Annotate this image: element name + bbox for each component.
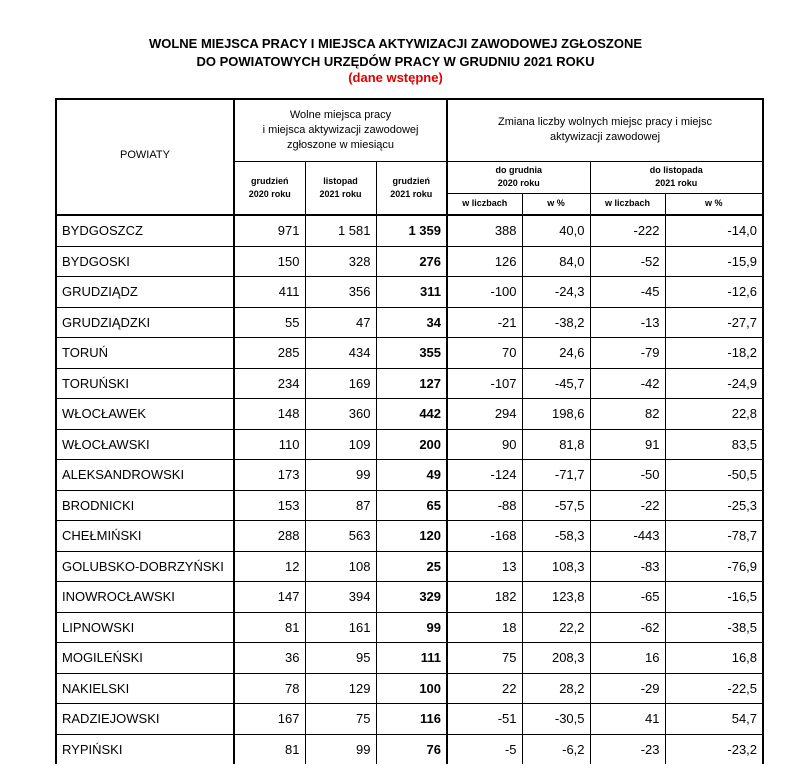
cell-change-dec-abs: -168 [447,521,522,552]
header-nov-2021-line2: 2021 roku [319,188,362,199]
cell-powiat: INOWROCŁAWSKI [56,582,234,613]
header-group-offers-line3: zgłoszone w miesiącu [287,138,394,151]
cell-change-nov-pct: 16,8 [665,643,763,674]
cell-change-nov-pct: -76,9 [665,551,763,582]
vacancies-table [55,98,764,764]
cell-dec-2021: 200 [376,429,447,460]
header-change-dec-pct-label: w % [547,198,565,209]
header-dec-2020-line1: grudzień [251,175,289,186]
cell-change-dec-abs: -124 [447,460,522,491]
cell-change-nov-abs: 41 [590,704,665,735]
header-nov-2021-line1: listopad [323,175,358,186]
table-row [56,582,763,613]
header-change-nov-pct [665,193,763,215]
cell-change-nov-pct: -78,7 [665,521,763,552]
cell-change-nov-pct: -24,9 [665,368,763,399]
cell-change-nov-pct: -25,3 [665,490,763,521]
cell-dec-2020: 78 [234,673,305,704]
table-row [56,704,763,735]
cell-change-nov-abs: -52 [590,246,665,277]
cell-dec-2020: 288 [234,521,305,552]
table-row [56,673,763,704]
cell-change-dec-pct: 28,2 [522,673,590,704]
table-row [56,643,763,674]
cell-change-dec-abs: 388 [447,215,522,246]
cell-dec-2020: 110 [234,429,305,460]
cell-nov-2021: 129 [305,673,376,704]
cell-dec-2020: 148 [234,399,305,430]
cell-change-dec-abs: 126 [447,246,522,277]
cell-change-nov-pct: -27,7 [665,307,763,338]
header-powiaty [56,99,234,215]
cell-dec-2020: 167 [234,704,305,735]
cell-dec-2021: 65 [376,490,447,521]
cell-nov-2021: 563 [305,521,376,552]
cell-dec-2020: 285 [234,338,305,369]
cell-change-dec-pct: 40,0 [522,215,590,246]
cell-change-dec-abs: 294 [447,399,522,430]
header-dec-2021-line1: grudzień [392,175,430,186]
cell-dec-2021: 329 [376,582,447,613]
cell-change-nov-pct: -50,5 [665,460,763,491]
cell-powiat: MOGILEŃSKI [56,643,234,674]
cell-dec-2021: 116 [376,704,447,735]
cell-change-dec-pct: 198,6 [522,399,590,430]
cell-dec-2021: 311 [376,277,447,308]
header-dec-2020-line2: 2020 roku [248,188,291,199]
cell-dec-2021: 1 359 [376,215,447,246]
cell-nov-2021: 434 [305,338,376,369]
cell-nov-2021: 1 581 [305,215,376,246]
cell-change-nov-abs: -50 [590,460,665,491]
header-change-dec-line1: do grudnia [495,165,543,175]
cell-change-nov-pct: -23,2 [665,734,763,764]
cell-powiat: GRUDZIĄDZKI [56,307,234,338]
title-line-1: WOLNE MIEJSCA PRACY I MIEJSCA AKTYWIZACJI ZAWODOWEJ ZGŁOSZONE [148,36,643,51]
cell-dec-2021: 25 [376,551,447,582]
cell-nov-2021: 328 [305,246,376,277]
cell-change-nov-pct: -15,9 [665,246,763,277]
cell-nov-2021: 108 [305,551,376,582]
cell-dec-2020: 12 [234,551,305,582]
cell-dec-2020: 173 [234,460,305,491]
cell-change-dec-abs: -5 [447,734,522,764]
cell-nov-2021: 356 [305,277,376,308]
header-change-dec [447,161,590,193]
header-dec-2021 [376,161,447,215]
header-dec-2021-line2: 2021 roku [390,188,433,199]
header-change-nov-line1: do listopada [649,165,703,175]
header-change-dec-line2: 2020 roku [497,178,540,188]
cell-nov-2021: 75 [305,704,376,735]
cell-change-dec-pct: 123,8 [522,582,590,613]
cell-change-dec-abs: -88 [447,490,522,521]
header-change-nov-pct-label: w % [705,198,723,209]
table-row [56,521,763,552]
cell-change-dec-abs: 182 [447,582,522,613]
cell-nov-2021: 99 [305,460,376,491]
title-line-2: DO POWIATOWYCH URZĘDÓW PRACY W GRUDNIU 2021 ROKU [196,54,595,69]
cell-powiat: TORUŃSKI [56,368,234,399]
cell-change-nov-abs: -62 [590,612,665,643]
cell-change-dec-pct: 24,6 [522,338,590,369]
cell-dec-2020: 81 [234,612,305,643]
cell-dec-2021: 34 [376,307,447,338]
cell-dec-2020: 971 [234,215,305,246]
cell-change-nov-abs: -222 [590,215,665,246]
cell-change-nov-pct: -18,2 [665,338,763,369]
header-powiaty-label: POWIATY [120,148,170,161]
cell-powiat: RADZIEJOWSKI [56,704,234,735]
cell-change-nov-abs: -79 [590,338,665,369]
cell-change-nov-pct: 22,8 [665,399,763,430]
table-row [56,612,763,643]
cell-change-nov-abs: -45 [590,277,665,308]
cell-change-nov-abs: -443 [590,521,665,552]
cell-change-nov-abs: -22 [590,490,665,521]
cell-change-nov-pct: -14,0 [665,215,763,246]
cell-dec-2021: 355 [376,338,447,369]
cell-change-dec-abs: 22 [447,673,522,704]
header-change-nov-abs [590,193,665,215]
cell-dec-2021: 100 [376,673,447,704]
cell-dec-2020: 153 [234,490,305,521]
cell-dec-2021: 49 [376,460,447,491]
cell-change-nov-abs: -83 [590,551,665,582]
cell-powiat: BYDGOSZCZ [56,215,234,246]
header-group-change-line1: Zmiana liczby wolnych miejsc pracy i miejsc [498,116,712,129]
cell-dec-2021: 127 [376,368,447,399]
table-row [56,429,763,460]
cell-change-nov-abs: 82 [590,399,665,430]
cell-change-dec-abs: -21 [447,307,522,338]
cell-powiat: BRODNICKI [56,490,234,521]
cell-change-nov-pct: -38,5 [665,612,763,643]
cell-dec-2020: 234 [234,368,305,399]
cell-dec-2021: 111 [376,643,447,674]
header-group-offers [234,99,447,161]
table-row [56,246,763,277]
cell-dec-2021: 76 [376,734,447,764]
cell-change-nov-abs: -42 [590,368,665,399]
cell-dec-2020: 150 [234,246,305,277]
cell-powiat: ALEKSANDROWSKI [56,460,234,491]
cell-change-dec-pct: -57,5 [522,490,590,521]
cell-dec-2020: 36 [234,643,305,674]
cell-nov-2021: 169 [305,368,376,399]
cell-nov-2021: 87 [305,490,376,521]
table-row [56,307,763,338]
table-row [56,460,763,491]
cell-powiat: GOLUBSKO-DOBRZYŃSKI [56,551,234,582]
cell-dec-2020: 411 [234,277,305,308]
cell-change-dec-abs: -51 [447,704,522,735]
cell-change-dec-pct: 208,3 [522,643,590,674]
cell-nov-2021: 360 [305,399,376,430]
cell-dec-2020: 55 [234,307,305,338]
cell-change-nov-abs: 91 [590,429,665,460]
header-change-dec-abs-label: w liczbach [462,198,508,209]
cell-powiat: WŁOCŁAWEK [56,399,234,430]
cell-change-nov-abs: -65 [590,582,665,613]
cell-change-dec-pct: 81,8 [522,429,590,460]
cell-nov-2021: 109 [305,429,376,460]
cell-change-nov-pct: 54,7 [665,704,763,735]
header-dec-2020 [234,161,305,215]
cell-change-dec-pct: -24,3 [522,277,590,308]
cell-change-dec-pct: -30,5 [522,704,590,735]
cell-change-nov-abs: -13 [590,307,665,338]
cell-nov-2021: 161 [305,612,376,643]
cell-change-dec-abs: 75 [447,643,522,674]
cell-change-dec-abs: 13 [447,551,522,582]
cell-powiat: GRUDZIĄDZ [56,277,234,308]
cell-nov-2021: 394 [305,582,376,613]
cell-powiat: BYDGOSKI [56,246,234,277]
cell-powiat: WŁOCŁAWSKI [56,429,234,460]
table-row [56,734,763,764]
cell-change-nov-pct: -12,6 [665,277,763,308]
table-row [56,277,763,308]
header-change-nov [590,161,763,193]
header-group-offers-line1: Wolne miejsca pracy [289,108,392,121]
table-row [56,368,763,399]
cell-change-dec-abs: -107 [447,368,522,399]
cell-change-nov-abs: -29 [590,673,665,704]
header-nov-2021 [305,161,376,215]
header-change-dec-pct [522,193,590,215]
header-change-nov-abs-label: w liczbach [605,198,651,209]
header-change-dec-abs [447,193,522,215]
cell-powiat: LIPNOWSKI [56,612,234,643]
table-row [56,338,763,369]
header-group-change [447,99,763,161]
cell-dec-2021: 442 [376,399,447,430]
table-row [56,399,763,430]
cell-change-dec-pct: -71,7 [522,460,590,491]
header-group-change-line2: aktywizacji zawodowej [550,131,661,144]
cell-powiat: NAKIELSKI [56,673,234,704]
cell-change-dec-abs: 90 [447,429,522,460]
cell-change-dec-pct: -58,3 [522,521,590,552]
cell-nov-2021: 47 [305,307,376,338]
table-row [56,551,763,582]
cell-nov-2021: 99 [305,734,376,764]
cell-change-dec-pct: 22,2 [522,612,590,643]
cell-change-nov-abs: 16 [590,643,665,674]
cell-change-dec-abs: 18 [447,612,522,643]
title-note: (dane wstępne) [348,70,443,85]
cell-change-nov-pct: 83,5 [665,429,763,460]
cell-change-dec-pct: -6,2 [522,734,590,764]
cell-change-dec-pct: 84,0 [522,246,590,277]
table-row [56,215,763,246]
cell-powiat: CHEŁMIŃSKI [56,521,234,552]
cell-nov-2021: 95 [305,643,376,674]
cell-change-dec-abs: 70 [447,338,522,369]
cell-dec-2020: 147 [234,582,305,613]
cell-dec-2021: 276 [376,246,447,277]
cell-dec-2020: 81 [234,734,305,764]
cell-change-dec-pct: -45,7 [522,368,590,399]
cell-change-dec-pct: 108,3 [522,551,590,582]
cell-change-nov-abs: -23 [590,734,665,764]
cell-dec-2021: 120 [376,521,447,552]
cell-change-nov-pct: -22,5 [665,673,763,704]
cell-change-dec-pct: -38,2 [522,307,590,338]
cell-powiat: TORUŃ [56,338,234,369]
header-group-offers-line2: i miejsca aktywizacji zawodowej [262,123,419,136]
cell-dec-2021: 99 [376,612,447,643]
cell-powiat: RYPIŃSKI [56,734,234,764]
cell-change-dec-abs: -100 [447,277,522,308]
table-row [56,490,763,521]
cell-change-nov-pct: -16,5 [665,582,763,613]
header-change-nov-line2: 2021 roku [655,178,698,188]
